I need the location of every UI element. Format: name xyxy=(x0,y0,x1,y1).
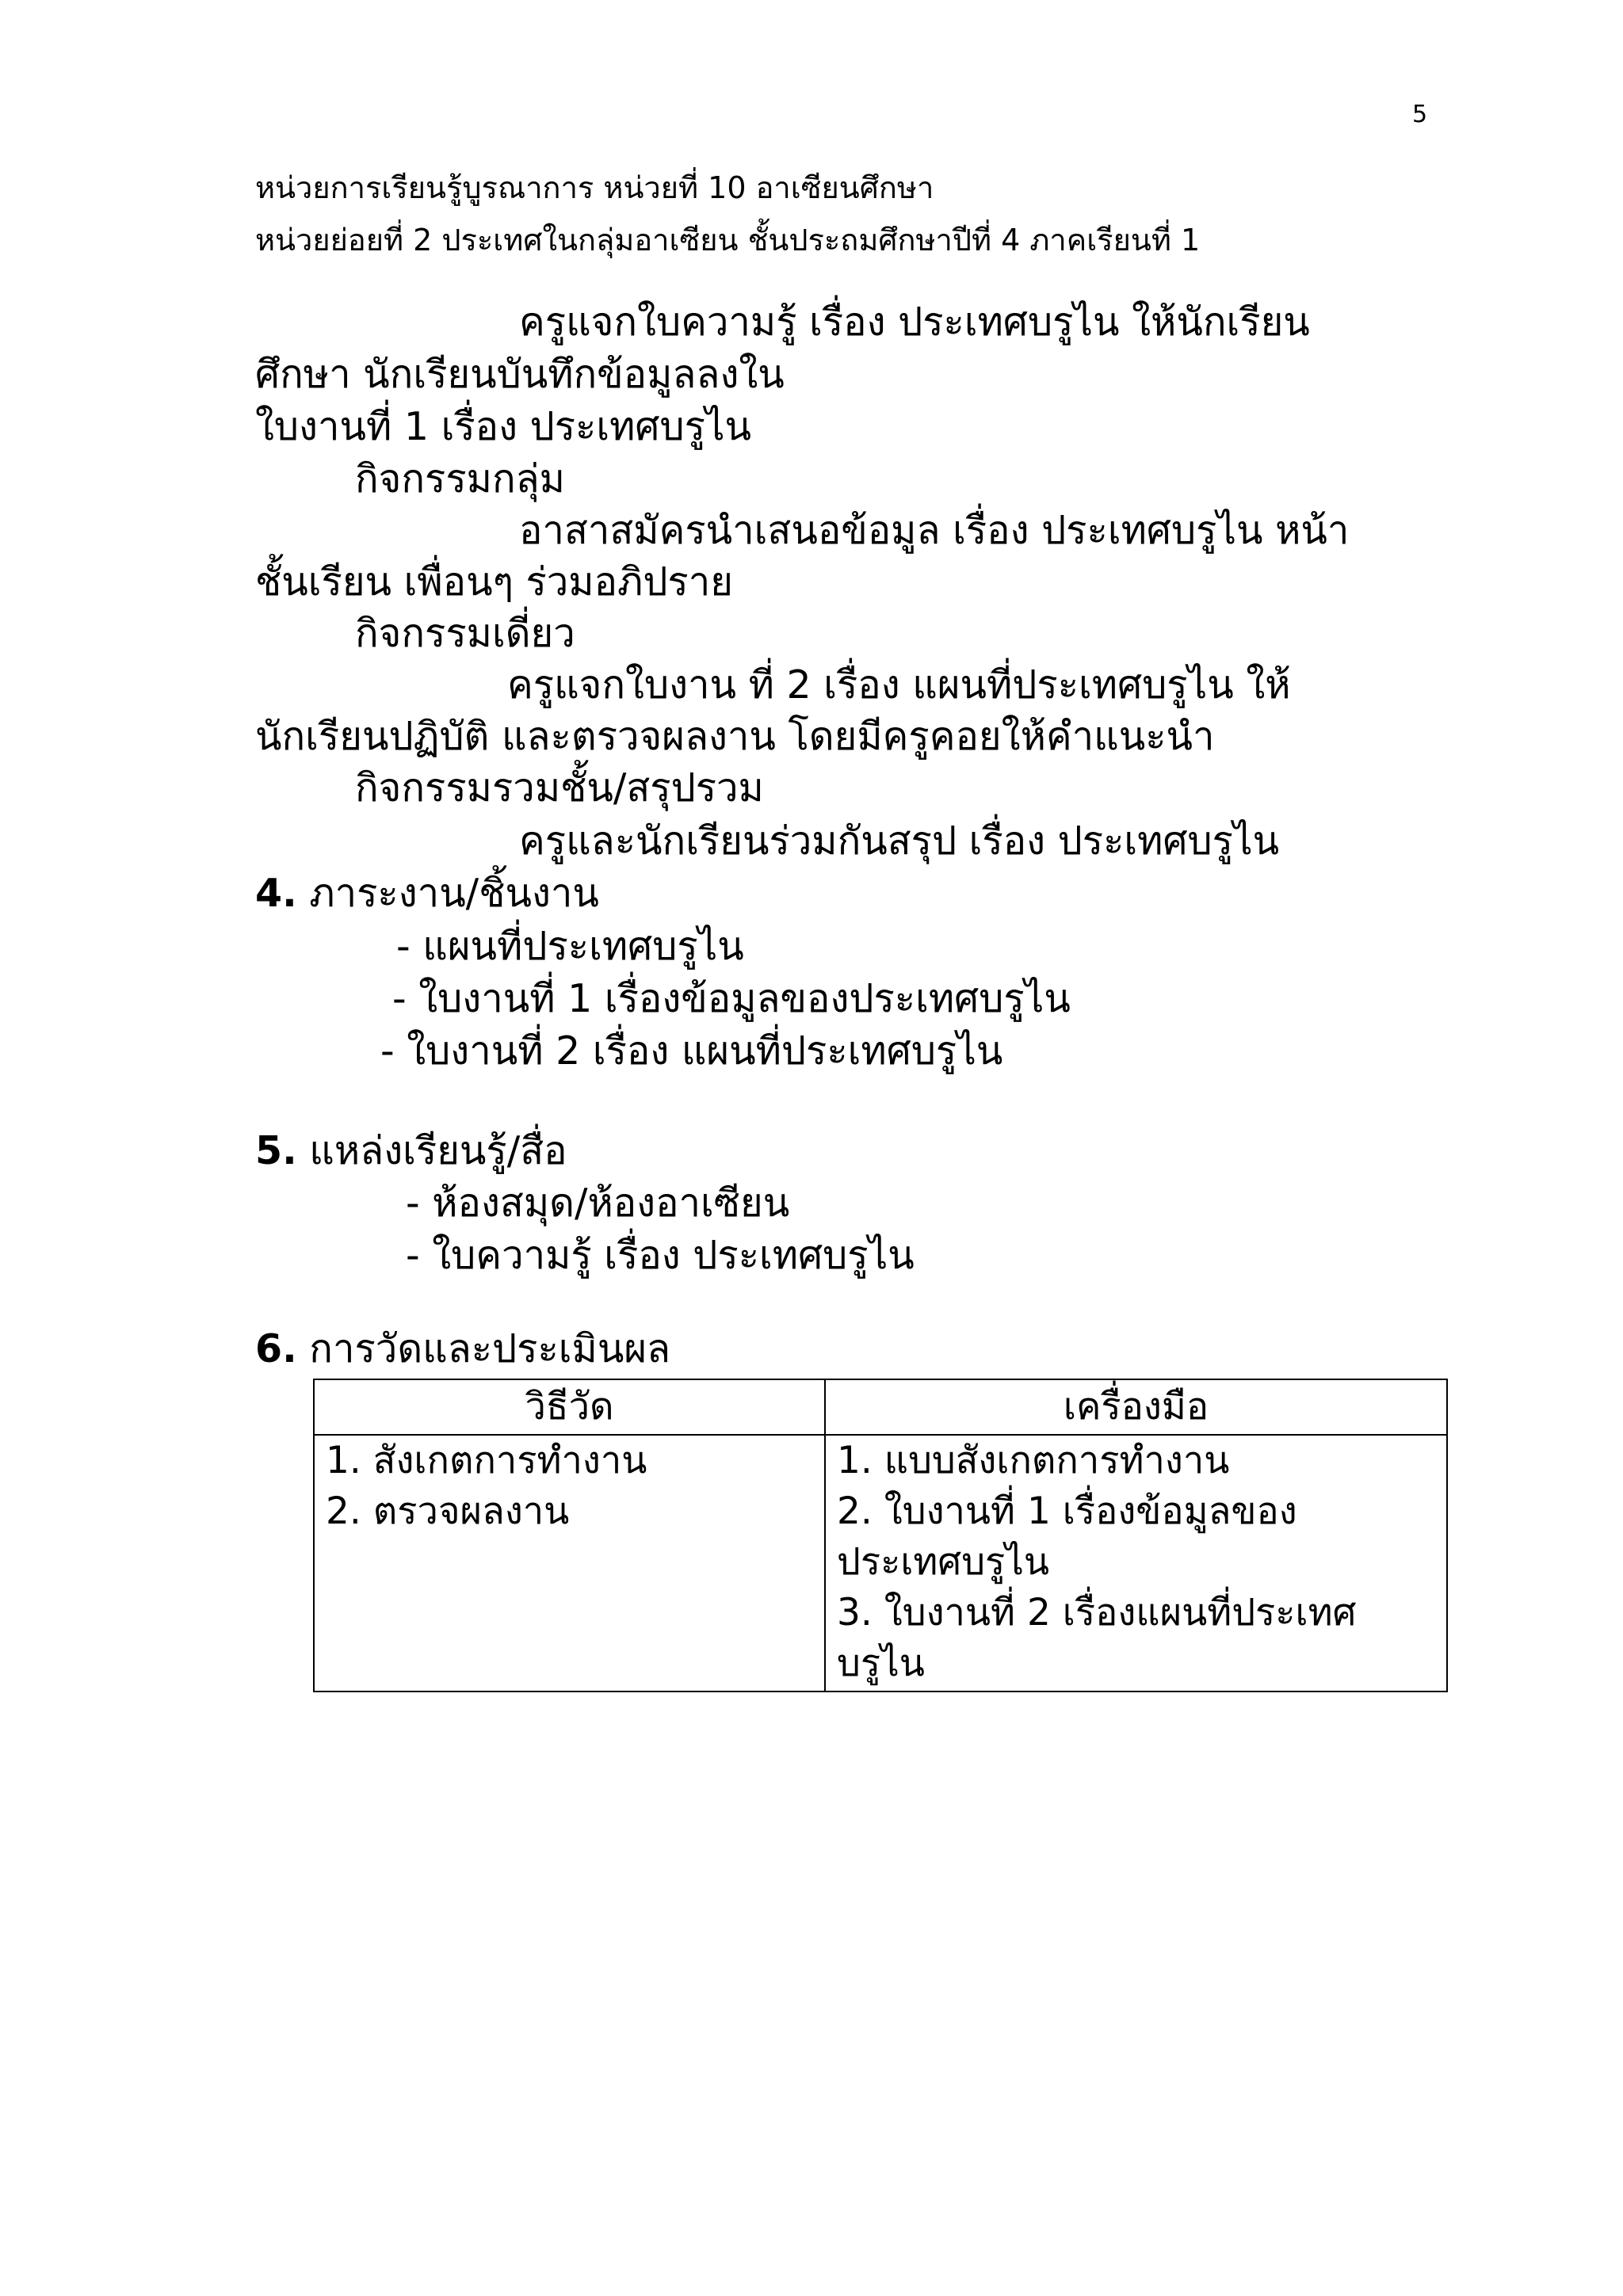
group-activity-line-2: ชั้นเรียน เพื่อนๆ ร่วมอภิปราย xyxy=(255,559,733,605)
section-4-title: ภาระงาน/ชิ้นงาน xyxy=(309,871,599,916)
method-item-2: 2. ตรวจผลงาน xyxy=(326,1489,570,1533)
group-activity-heading: กิจกรรมกลุ่ม xyxy=(355,456,565,502)
methods-cell xyxy=(314,1435,825,1691)
tool-line-4: 3. ใบงานที่ 2 เรื่องแผนที่ประเทศ xyxy=(837,1591,1357,1634)
section-6-heading xyxy=(255,1326,671,1371)
subunit-title: หน่วยย่อยที่ 2 ประเทศในกลุ่มอาเซียน ชั้นประถมศึกษาปีที่ 4 ภาคเรียนที่ 1 xyxy=(255,223,1201,257)
page-number: 5 xyxy=(1412,101,1428,128)
tool-line-3: ประเทศบรูไน xyxy=(837,1540,1050,1584)
class-activity-line-1: ครูและนักเรียนร่วมกันสรุป เรื่อง ประเทศบรูไน xyxy=(519,818,1280,864)
single-activity-line-1: ครูแจกใบงาน ที่ 2 เรื่อง แผนที่ประเทศบรูไน ให้ xyxy=(507,662,1291,707)
section-5-heading xyxy=(255,1128,567,1173)
resource-item-1: - ห้องสมุด/ห้องอาเซียน xyxy=(406,1180,790,1226)
table-header-row xyxy=(314,1379,1447,1435)
resource-item-2: - ใบความรู้ เรื่อง ประเทศบรูไน xyxy=(406,1233,915,1278)
activity-intro-line-3: ใบงานที่ 1 เรื่อง ประเทศบรูไน xyxy=(255,404,752,449)
tool-line-2: 2. ใบงานที่ 1 เรื่องข้อมูลของ xyxy=(837,1489,1297,1533)
tool-line-1: 1. แบบสังเกตการทำงาน xyxy=(837,1439,1230,1482)
single-activity-line-2: นักเรียนปฏิบัติ และตรวจผลงาน โดยมีครูคอยให้คำแนะนำ xyxy=(255,714,1215,759)
section-6-title: การวัดและประเมินผล xyxy=(309,1326,671,1371)
class-activity-heading: กิจกรรมรวมชั้น/สรุปรวม xyxy=(355,765,764,810)
workpiece-item-1: - แผนที่ประเทศบรูไน xyxy=(396,924,744,969)
evaluation-table xyxy=(313,1379,1448,1692)
table-row xyxy=(314,1435,1447,1691)
section-5-title: แหล่งเรียนรู้/สื่อ xyxy=(309,1128,567,1173)
group-activity-line-1: อาสาสมัครนำเสนอข้อมูล เรื่อง ประเทศบรูไน หน้า xyxy=(519,508,1350,553)
activity-intro-line-1: ครูแจกใบความรู้ เรื่อง ประเทศบรูไน ให้นักเรียน xyxy=(519,299,1310,345)
unit-title: หน่วยการเรียนรู้บูรณาการ หน่วยที่ 10 อาเซียนศึกษา xyxy=(255,170,934,205)
activity-intro-line-2: ศึกษา นักเรียนบันทึกข้อมูลลงใน xyxy=(255,352,785,397)
single-activity-heading: กิจกรรมเดี่ยว xyxy=(355,611,575,656)
section-4-number: 4. xyxy=(255,871,297,916)
header-tool: เครื่องมือ xyxy=(825,1379,1447,1435)
workpiece-item-3: - ใบงานที่ 2 เรื่อง แผนที่ประเทศบรูไน xyxy=(380,1028,1003,1074)
section-4-heading xyxy=(255,871,599,916)
tools-cell xyxy=(825,1435,1447,1691)
header-method: วิธีวัด xyxy=(314,1379,825,1435)
tool-line-5: บรูไน xyxy=(837,1642,925,1685)
workpiece-item-2: - ใบงานที่ 1 เรื่องข้อมูลของประเทศบรูไน xyxy=(392,976,1071,1021)
section-5-number: 5. xyxy=(255,1128,297,1173)
method-item-1: 1. สังเกตการทำงาน xyxy=(326,1439,647,1482)
section-6-number: 6. xyxy=(255,1326,297,1371)
